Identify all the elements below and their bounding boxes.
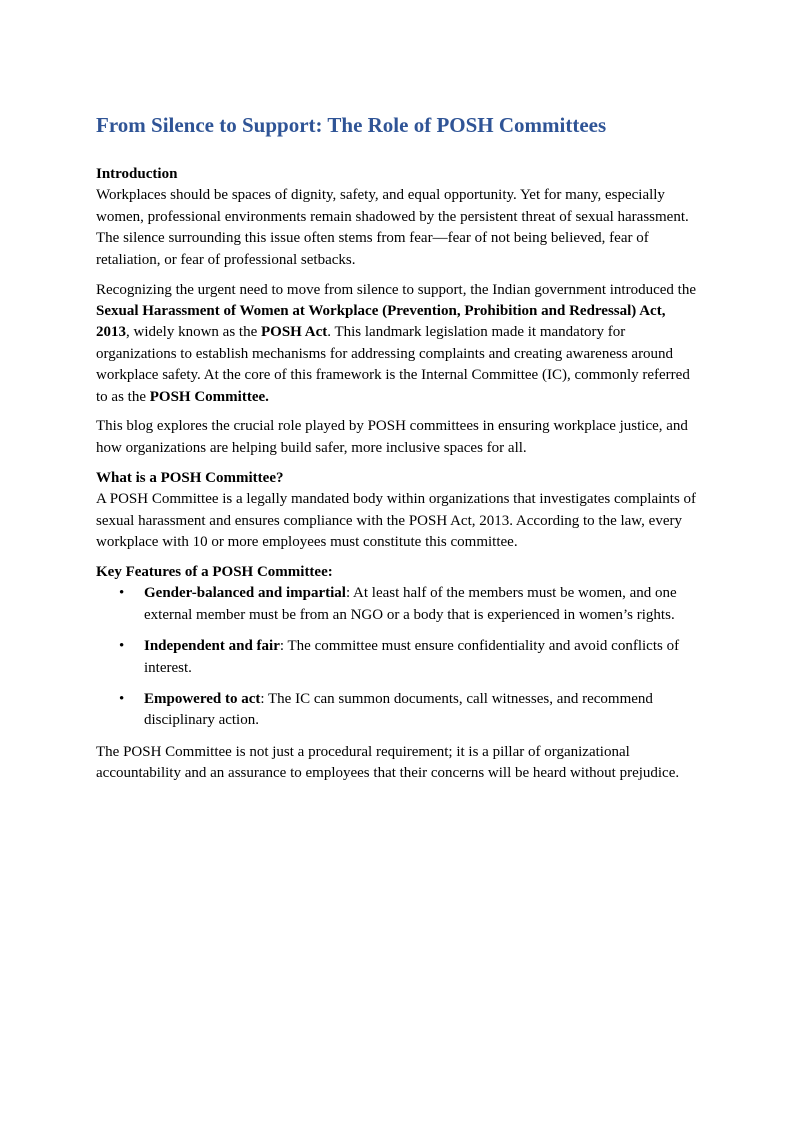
- intro-paragraph-2: [96, 280, 701, 408]
- section-heading-introduction: Introduction: [96, 166, 178, 182]
- feature-title: Independent and fair: [144, 638, 280, 655]
- closing-paragraph: The POSH Committee is not just a procedural requirement; it is a pillar of organizational accountability and an assurance to employees that their concerns will be heard without prejudice.: [96, 743, 680, 782]
- intro-p2-text-2: , widely known as the: [126, 324, 261, 341]
- posh-act-term: POSH Act: [260, 324, 328, 341]
- what-is-paragraph: A POSH Committee is a legally mandated body within organizations that investigates complaints of sexual harassment and ensures compliance with the POSH Act, 2013. According to the law, every workplace with 10 or more employees must constitute this committee.: [96, 491, 697, 550]
- section-heading-what-is: What is a POSH Committee?: [96, 469, 284, 486]
- feature-text: : The IC can summon documents, call witnesses, and recommend disciplinary action.: [144, 690, 653, 729]
- feature-title: Empowered to act: [144, 690, 261, 707]
- feature-title: Gender-balanced and impartial: [144, 585, 346, 602]
- list-item: [96, 636, 701, 679]
- page-title: From Silence to Support: The Role of POSH Committees: [96, 113, 607, 137]
- intro-paragraph-3: This blog explores the crucial role played by POSH committees in ensuring workplace justice, and how organizations are helping build safer, more inclusive spaces for all.: [96, 418, 688, 456]
- document-body: [96, 110, 701, 793]
- list-item: [96, 689, 701, 732]
- bullet-icon: •: [119, 585, 125, 602]
- intro-p2-text-3: . This landmark legislation made it mandatory for organizations to establish mechanisms for addressing complaints and creating awareness around workplace safety. At the core of this framework is the Internal Committee (IC), commonly referred to as the: [96, 324, 690, 405]
- bullet-icon: •: [119, 638, 125, 655]
- key-features-list: [96, 583, 701, 731]
- feature-text: : The committee must ensure confidentiality and avoid conflicts of interest.: [144, 638, 680, 676]
- list-item: [96, 583, 701, 626]
- section-heading-key-features: Key Features of a POSH Committee:: [96, 563, 333, 580]
- intro-p2-text-1: Recognizing the urgent need to move from silence to support, the Indian government introduced the: [96, 281, 696, 298]
- act-full-name: Sexual Harassment of Women at Workplace (Prevention, Prohibition and Redressal) Act, 2013: [96, 302, 666, 341]
- intro-paragraph-1: Workplaces should be spaces of dignity, safety, and equal opportunity. Yet for many, especially women, professional environments remain shadowed by the persistent threat of sexual harassment. The silence surrounding this issue often stems from fear—fear of not being believed, fear of retaliation, or fear of professional setbacks.: [96, 187, 689, 268]
- feature-text: : At least half of the members must be women, and one external member must be from an NGO or a body that is experienced in women’s rights.: [144, 585, 677, 623]
- bullet-icon: •: [119, 690, 125, 707]
- posh-committee-term: POSH Committee.: [149, 388, 269, 405]
